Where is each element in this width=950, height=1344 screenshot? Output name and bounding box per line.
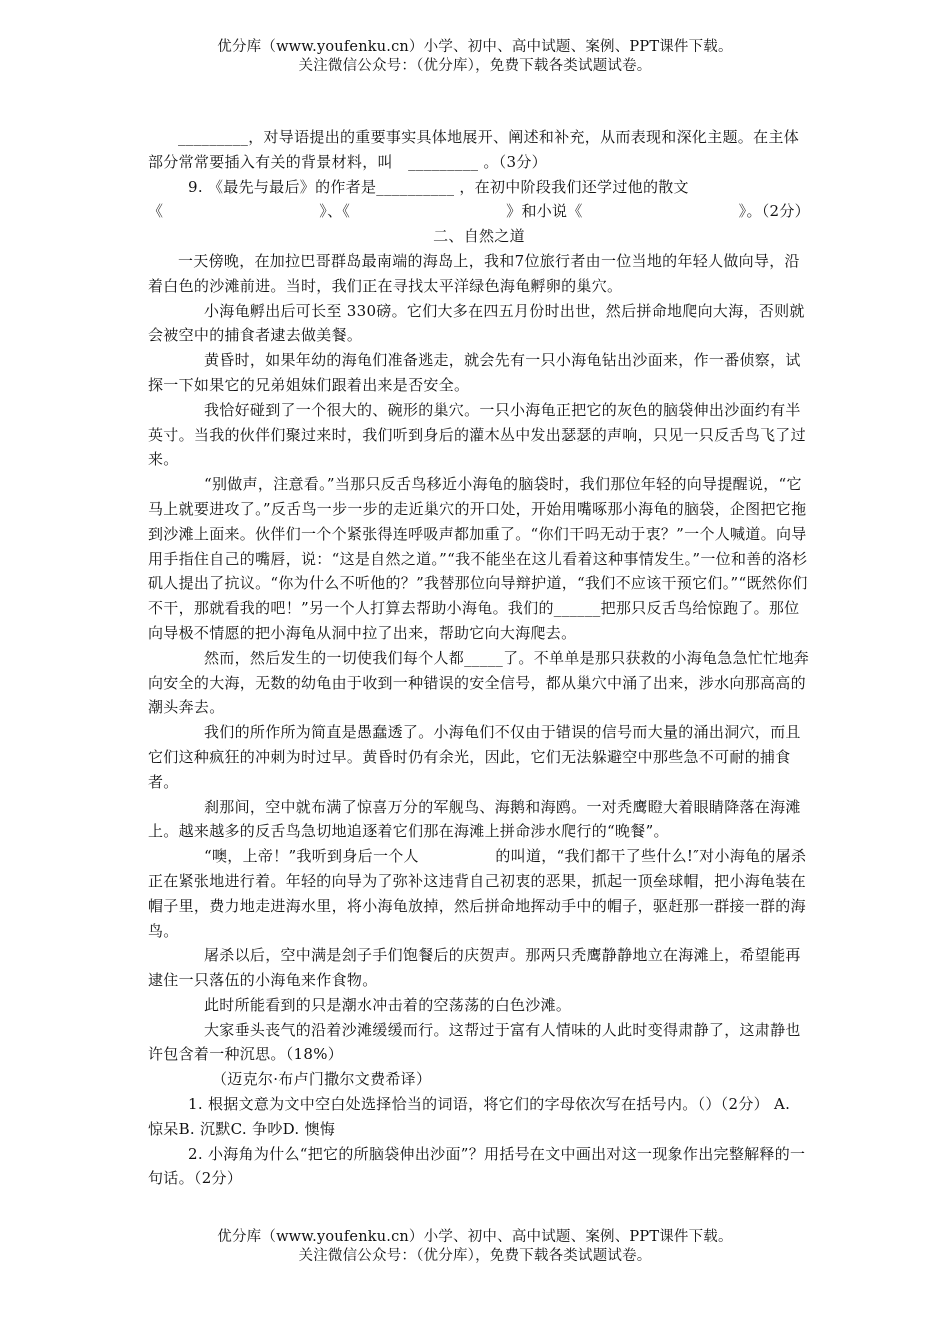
passage-paragraph: 一天傍晚，在加拉巴哥群岛最南端的海岛上，我和7位旅行者由一位当地的年轻人做向导，沿着白色的沙滩前进。当时，我们正在寻找太平洋绿色海龟孵卵的巢穴。	[148, 251, 800, 295]
passage-paragraph: 小海龟孵出后可长至 330磅。它们大多在四五月份时出世，然后拼命地爬向大海，否则就会被空中的捕食者逮去做美餐。	[148, 301, 805, 345]
passage-paragraph: 然而，然后发生的一切使我们每个人都_____了。不单单是那只获救的小海龟急急忙忙地奔向安全的大海，无数的幼龟由于收到一种错误的安全信号，都从巢穴中涌了出来，涉水向那高高的潮头奔去。	[148, 648, 810, 717]
passage-paragraph: “别做声，注意看。”当那只反舌鸟移近小海龟的脑袋时，我们那位年轻的向导提醒说，“它马上就要进攻了。”反舌鸟一步一步的走近巢穴的开口处，开始用嘴啄那小海龟的脑袋，企图把它拖到沙滩上面来。伙伴们一个个紧张得连呼吸声都加重了。“你们干吗无动于衷？”一个人喊道。向导用手指住自己的嘴唇，说：“这是自然之道。”“我不能坐在这儿看着这种事情发生。”一位和善的洛杉矶人提出了抗议。“你为什么不听他的？”我替那位向导辩护道，“我们不应该干预它们。”“既然你们不干，那就看我的吧！”另一个人打算去帮助小海龟。我们的______把那只反舌鸟给惊跑了。那位向导极不情愿的把小海龟从洞中拉了出来，帮助它向大海爬去。	[148, 475, 808, 642]
page-footer	[0, 1228, 950, 1266]
footer-line-1: 优分库（www.youfenku.cn）小学、初中、高中试题、案例、PPT课件下载。	[217, 1229, 733, 1245]
section-title: 二、自然之道	[433, 227, 525, 246]
passage-paragraph: 大家垂头丧气的沿着沙滩缓缓而行。这帮过于富有人情味的人此时变得肃静了，这肃静也许包含着一种沉思。（18%）	[148, 1020, 801, 1064]
document-body	[148, 125, 810, 1191]
q9-bracket-1: 《	[148, 202, 164, 221]
q9-bracket-3: 》和小说《	[506, 202, 583, 221]
passage-paragraph: 此时所能看到的只是潮水冲击着的空荡荡的白色沙滩。	[204, 995, 572, 1014]
passage-paragraph: 刹那间，空中就布满了惊喜万分的军舰鸟、海鹅和海鸥。一对秃鹰瞪大着眼睛降落在海滩上。越来越多的反舌鸟急切地追逐着它们那在海滩上拼命涉水爬行的“晚餐”。	[148, 797, 801, 841]
passage-source: （迈克尔·布卢门撒尔文费希译）	[212, 1070, 432, 1089]
passage-paragraph: “噢，上帝！”我听到身后一个人 的叫道，“我们都干了些什么!″对小海龟的屠杀正在紧张地进行着。年轻的向导为了弥补这违背自己初衷的恶果，抓起一顶垒球帽，把小海龟装在帽子里，费力地走进海水里，将小海龟放掉，然后拼命地挥动手中的帽子，驱赶那一群接一群的海鸟。	[148, 847, 807, 940]
passage-paragraph: 黄昏时，如果年幼的海龟们准备逃走，就会先有一只小海龟钻出沙面来，作一番侦察，试探一下如果它的兄弟姐妹们跟着出来是否安全。	[148, 351, 801, 394]
passage-paragraph: 我们的所作所为简直是愚蠢透了。小海龟们不仅由于错误的信号而大量的涌出洞穴，而且它们这种疯狂的冲刺为时过早。黄昏时仍有余光，因此，它们无法躲避空中那些急不可耐的捕食者。	[148, 723, 801, 791]
passage-paragraph: 我恰好碰到了一个很大的、碗形的巢穴。一只小海龟正把它的灰色的脑袋伸出沙面约有半英寸。当我的伙伴们聚过来时，我们听到身后的灌木丛中发出瑟瑟的声响，只见一只反舌鸟飞了过来。	[148, 400, 806, 469]
passage-paragraph: 屠杀以后，空中满是刽子手们饱餐后的庆贺声。那两只秃鹰静静地立在海滩上，希望能再逮住一只落伍的小海龟来作食物。	[148, 946, 801, 990]
header-line-1: 优分库（www.youfenku.cn）小学、初中、高中试题、案例、PPT课件下载。	[217, 39, 733, 55]
q9-bracket-4: 》。（2分）	[738, 202, 810, 221]
footer-line-2: 关注微信公众号：（优分库），免费下载各类试题试卷。	[298, 1248, 652, 1264]
page-header	[0, 38, 950, 76]
question-1: 1. 根据文意为文中空白处选择恰当的词语，将它们的字母依次写在括号内。（）（2分） A. 惊呆B. 沉默C. 争吵D. 懊悔	[148, 1095, 791, 1138]
question-9-line-1: 9. 《最先与最后》的作者是__________ ，在初中阶段我们还学过他的散文	[188, 177, 689, 196]
question-9-line-2	[148, 199, 810, 224]
header-line-2: 关注微信公众号：（优分库），免费下载各类试题试卷。	[298, 58, 652, 74]
question-2: 2. 小海角为什么“把它的所脑袋伸出沙面”？用括号在文中画出对这一现象作出完整解释的一句话。（2分）	[148, 1144, 806, 1188]
question-8-continued: _________，对导语提出的重要事实具体地展开、阐述和补充，从而表现和深化主题。在主体部分常常要插入有关的背景材料，叫 _________ 。（3分）	[148, 128, 800, 171]
q9-bracket-2: 》、《	[319, 202, 351, 221]
